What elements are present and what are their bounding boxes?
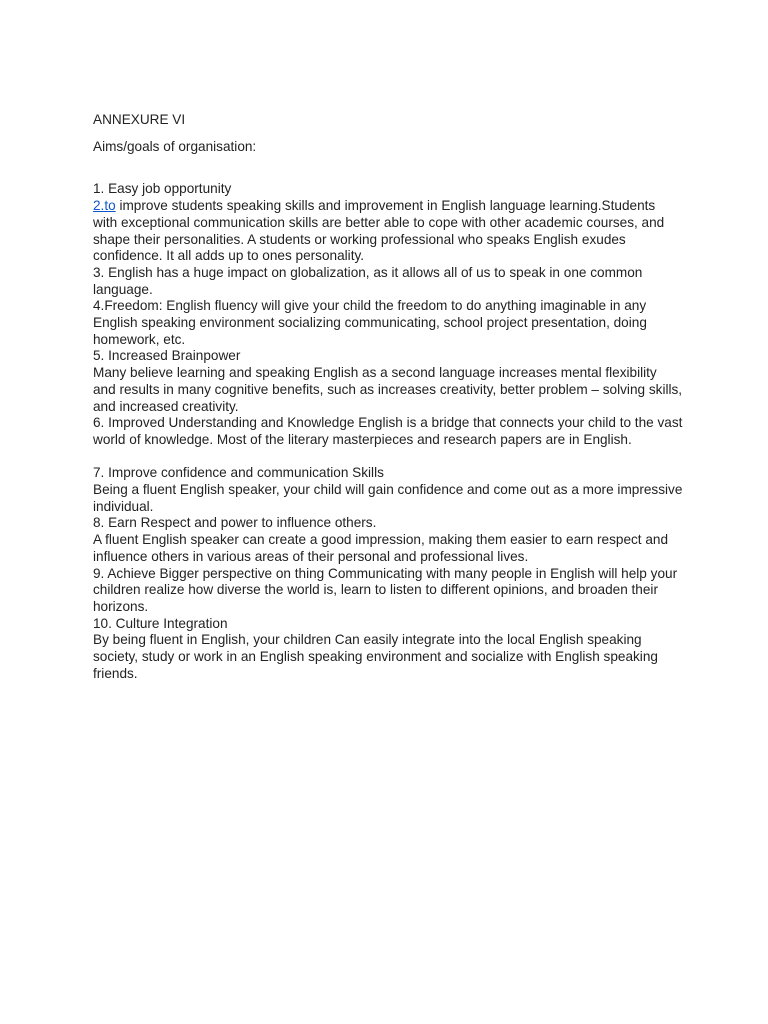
item-2-paragraph — [93, 198, 683, 265]
item-5-heading: 5. Increased Brainpower — [93, 348, 241, 364]
item-2-text: improve students speaking skills and improvement in English language learning.Students with exceptional communication skills are better able to cope with other academic courses, and shape their personalities. A students or working professional who speaks English exudes confidence. It all adds up to ones personality. — [93, 198, 665, 264]
item-5-paragraph: Many believe learning and speaking English as a second language increases mental flexibility and results in many cognitive benefits, such as increases creativity, better problem – solving skills, and increased creativity. — [93, 365, 683, 414]
aims-goals-heading: Aims/goals of organisation: — [93, 138, 257, 154]
item-10-heading: 10. Culture Integration — [93, 615, 228, 631]
item-9-paragraph: 9. Achieve Bigger perspective on thing Communicating with many people in English will help your children realize how diverse the world is, learn to listen to different opinions, and broaden their horizons. — [93, 565, 678, 614]
paragraph-gap — [93, 449, 683, 466]
item-2-link[interactable]: 2.to — [93, 198, 116, 214]
item-1-heading: 1. Easy job opportunity — [93, 181, 232, 197]
aims-list — [93, 181, 683, 682]
item-7-paragraph: Being a fluent English speaker, your child will gain confidence and come out as a more impressive individual. — [93, 482, 683, 514]
document-page — [93, 112, 683, 682]
item-4-paragraph: 4.Freedom: English fluency will give your child the freedom to do anything imaginable in any English speaking environment socializing communicating, school project presentation, doing homework, etc. — [93, 298, 647, 347]
item-6-paragraph: 6. Improved Understanding and Knowledge English is a bridge that connects your child to the vast world of knowledge. Most of the literary masterpieces and research papers are in English. — [93, 415, 683, 447]
item-8-heading: 8. Earn Respect and power to influence others. — [93, 515, 377, 531]
item-10-paragraph: By being fluent in English, your children Can easily integrate into the local English speaking society, study or work in an English speaking environment and socialize with English speaking friends. — [93, 632, 658, 681]
item-7-heading: 7. Improve confidence and communication Skills — [93, 465, 384, 481]
item-8-paragraph: A fluent English speaker can create a good impression, making them easier to earn respect and influence others in various areas of their personal and professional lives. — [93, 532, 669, 564]
item-3-paragraph: 3. English has a huge impact on globalization, as it allows all of us to speak in one common language. — [93, 264, 643, 297]
annexure-title: ANNEXURE VI — [93, 112, 186, 127]
